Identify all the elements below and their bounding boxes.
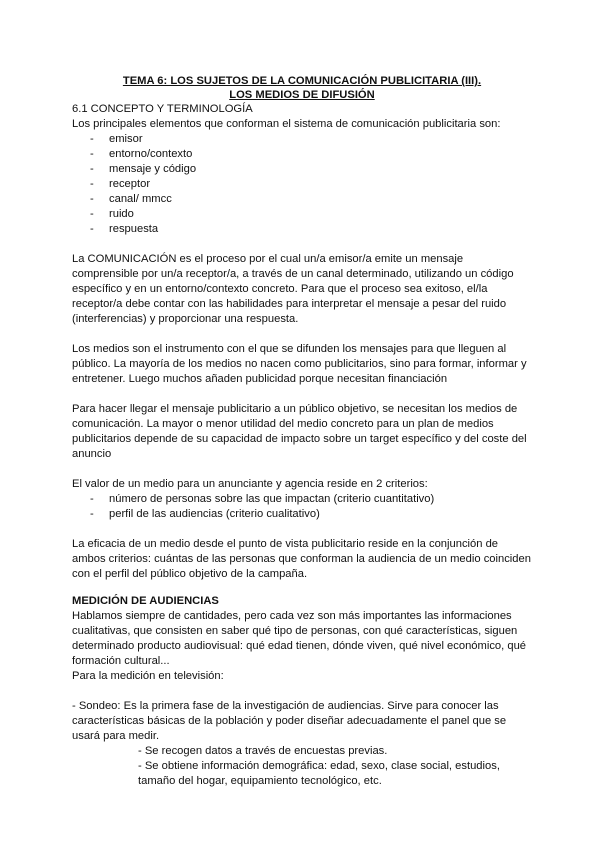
- paragraph-comunicacion: La COMUNICACIÓN es el proceso por el cual un/a emisor/a emite un mensaje comprensible por un/a receptor/a, a través de un canal determinado, utilizando un código específico y en un entorno/contexto concreto. Para que el proceso sea exitoso, el/la receptor/a debe contar con las habilidades para interpretar el mensaje a pesar del ruido (interferencias) y proporcionar una respuesta.: [72, 253, 514, 325]
- title-line-1: TEMA 6: LOS SUJETOS DE LA COMUNICACIÓN PUBLICITARIA (III).: [122, 75, 482, 87]
- elements-intro: Los principales elementos que conforman el sistema de comunicación publicitaria son:: [72, 118, 501, 130]
- paragraph-eficacia: La eficacia de un medio desde el punto de vista publicitario reside en la conjunción de ambos criterios: cuántas de las personas que conforman la audiencia de un medio coinciden con el perfil del público objetivo de la campaña.: [72, 538, 531, 580]
- paragraph-plan-medios: Para hacer llegar el mensaje publicitario a un público objetivo, se necesitan los medios de comunicación. La mayor o menor utilidad del medio concreto para un plan de medios publicitarios depende de su capacidad de impacto sobre un target específico y del coste del anuncio: [72, 403, 527, 460]
- document-page: [72, 74, 532, 789]
- title-line-2: LOS MEDIOS DE DIFUSIÓN: [229, 89, 375, 101]
- section-heading-medicion: MEDICIÓN DE AUDIENCIAS: [72, 595, 219, 607]
- document-title: [72, 74, 532, 102]
- paragraph-valor: El valor de un medio para un anunciante y agencia reside en 2 criterios:: [72, 478, 428, 490]
- sub-item-encuestas: - Se recogen datos a través de encuestas previas.: [138, 745, 388, 757]
- elements-list: [72, 132, 532, 237]
- list-item: - perfil de las audiencias (criterio cualitativo): [90, 508, 320, 520]
- list-item: - número de personas sobre las que impactan (criterio cuantitativo): [90, 493, 435, 505]
- list-item: - receptor: [90, 178, 151, 190]
- paragraph-medios: Los medios son el instrumento con el que se difunden los mensajes para que lleguen al público. La mayoría de los medios no nacen como publicitarios, sino para formar, informar y entretener. Luego muchos añaden publicidad porque necesitan financiación: [72, 343, 527, 385]
- paragraph-cantidades: Hablamos siempre de cantidades, pero cada vez son más importantes las informaciones cualitativas, que consisten en saber qué tipo de personas, con qué características, siguen determinado producto audiovisual: qué edad tienen, dónde viven, qué nivel económico, qué formación cultural...: [72, 610, 527, 667]
- list-item: - respuesta: [90, 223, 159, 235]
- paragraph-television: Para la medición en televisión:: [72, 670, 224, 682]
- list-item: - canal/ mmcc: [90, 193, 172, 205]
- paragraph-sondeo: - Sondeo: Es la primera fase de la investigación de audiencias. Sirve para conocer las características básicas de la población y poder diseñar adecuadamente el panel que se usará para medir.: [72, 700, 507, 742]
- list-item: - entorno/contexto: [90, 148, 193, 160]
- list-item: - mensaje y código: [90, 163, 197, 175]
- criterios-list: [72, 492, 532, 522]
- list-item: - emisor: [90, 133, 143, 145]
- sub-item-demografica: - Se obtiene información demográfica: edad, sexo, clase social, estudios, tamaño del hogar, equipamiento tecnológico, etc.: [138, 760, 500, 787]
- section-heading-concepto: 6.1 CONCEPTO Y TERMINOLOGÍA: [72, 103, 253, 115]
- list-item: - ruido: [90, 208, 134, 220]
